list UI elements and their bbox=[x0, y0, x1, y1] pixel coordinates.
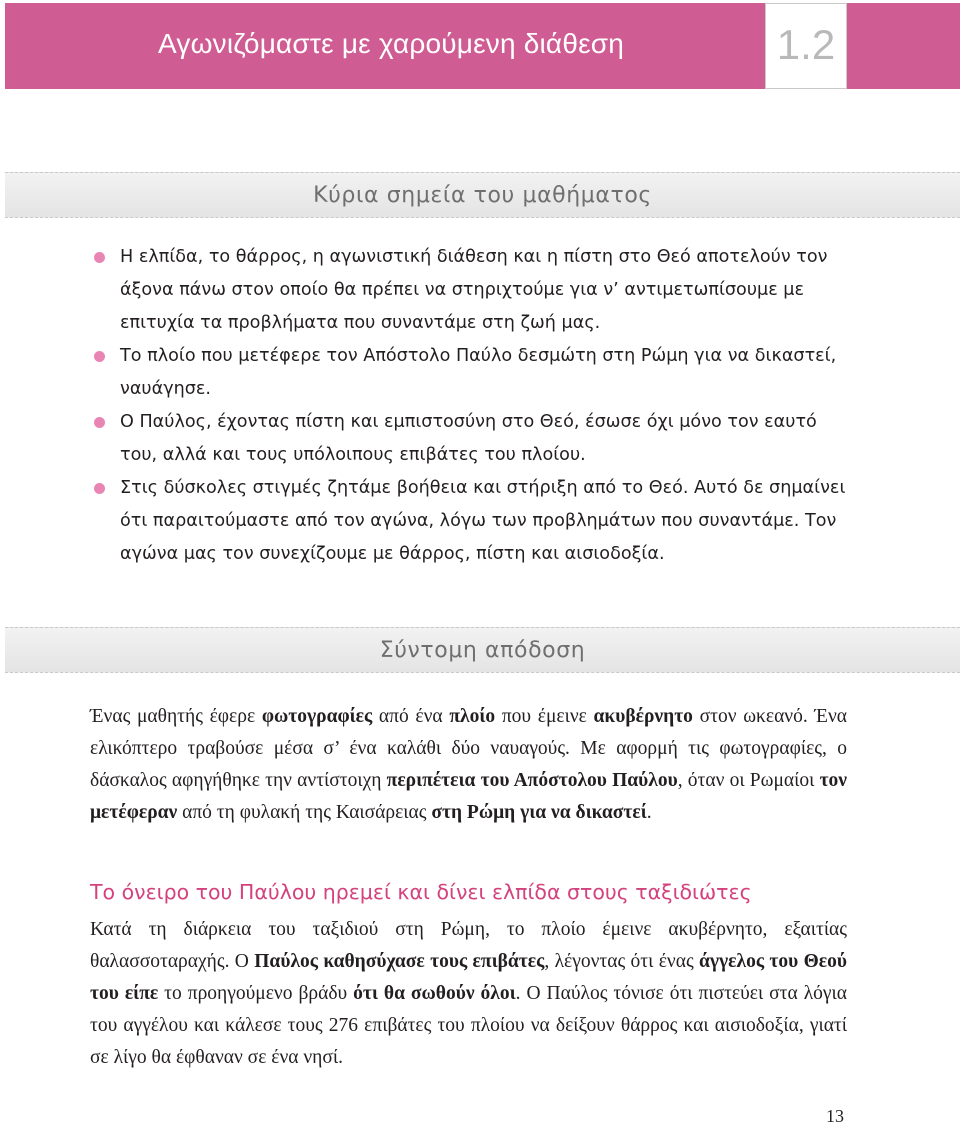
key-point-item bbox=[90, 406, 850, 472]
text-run: , λέγοντας ότι ένας bbox=[544, 951, 700, 972]
key-point-text: Η ελπίδα, το θάρρος, η αγωνιστική διάθεση και η πίστη στο Θεό αποτελούν τον άξονα πάνω στον οποίο θα πρέπει να στηριχτούμε για ν’ αντιμετωπίσουμε με επιτυχία τα προβλήματα που συναντάμε στη ζωή μας. bbox=[120, 247, 828, 333]
text-run: το προηγούμενο βράδυ bbox=[158, 983, 354, 1004]
key-point-text: Το πλοίο που μετέφερε τον Απόστολο Παύλο δεσμώτη στη Ρώμη για να δικαστεί, ναυάγησε. bbox=[120, 346, 837, 399]
text-run: . bbox=[646, 802, 652, 823]
bullet-dot-icon bbox=[94, 483, 105, 494]
bold-run: τον μετέφεραν bbox=[90, 770, 848, 823]
key-point-text: Στις δύσκολες στιγμές ζητάμε βοήθεια και στήριξη από το Θεό. Αυτό δε σημαίνει ότι παραιτούμαστε από τον αγώνα, λόγω των προβλημάτων που συναντάμε. Τον αγώνα μας τον συνεχίζουμε με θάρρος, πίστη και αισιοδοξία. bbox=[120, 478, 846, 564]
story-subheading: Το όνειρο του Παύλου ηρεμεί και δίνει ελπίδα στους ταξιδιώτες bbox=[90, 880, 752, 904]
bold-run: περιπέτεια του Απόστολου Παύλου bbox=[386, 770, 678, 791]
bold-run: άγγελος του Θεού του είπε bbox=[90, 951, 847, 1004]
text-run: από ένα bbox=[372, 706, 450, 727]
key-point-item bbox=[90, 340, 850, 406]
bullet-dot-icon bbox=[94, 417, 105, 428]
key-points-list bbox=[90, 241, 850, 571]
chapter-number: 1.2 bbox=[776, 21, 836, 68]
summary-band bbox=[5, 627, 960, 673]
summary-paragraph-2 bbox=[90, 914, 847, 1074]
summary-paragraph-1 bbox=[90, 701, 847, 829]
page-number: 13 bbox=[826, 1106, 844, 1126]
text-run: . Ο Παύλος τόνισε ότι πιστεύει στα λόγια του αγγέλου και κάλεσε τους 276 επιβάτες του πλοίου να δείξουν θάρρος και αισιοδοξία, γιατί σε λίγο θα έφθαναν σε ένα νησί. bbox=[90, 983, 847, 1068]
text-run: Κατά τη διάρκεια του ταξιδιού στη Ρώμη, το πλοίο έμεινε ακυβέρνητο, εξαιτίας θαλασσοταραχής. Ο bbox=[90, 919, 847, 972]
bold-run: ακυβέρνητο bbox=[593, 706, 693, 727]
key-point-item bbox=[90, 472, 850, 571]
text-run: από τη φυλακή της Καισάρειας bbox=[177, 802, 432, 823]
bold-run: φωτογραφίες bbox=[261, 706, 373, 727]
bold-run: ότι θα σωθούν όλοι bbox=[353, 983, 516, 1004]
key-point-text: Ο Παύλος, έχοντας πίστη και εμπιστοσύνη στο Θεό, έσωσε όχι μόνο τον εαυτό του, αλλά και τους υπόλοιπους επιβάτες του πλοίου. bbox=[120, 412, 817, 465]
chapter-number-box bbox=[765, 3, 847, 89]
text-run: Ένας μαθητής έφερε bbox=[90, 706, 262, 727]
text-run: , όταν οι Ρωμαίοι bbox=[677, 770, 820, 791]
bold-run: στη Ρώμη για να δικαστεί bbox=[431, 802, 647, 823]
key-point-item bbox=[90, 241, 850, 340]
bullet-dot-icon bbox=[94, 351, 105, 362]
bullet-dot-icon bbox=[94, 252, 105, 263]
text-run: που έμεινε bbox=[495, 706, 594, 727]
bold-run: πλοίο bbox=[449, 706, 496, 727]
key-points-band bbox=[5, 172, 960, 218]
bold-run: Παύλος καθησύχασε τους επιβάτες bbox=[254, 951, 545, 972]
text-run: στον ωκεανό. Ένα ελικόπτερο τραβούσε μέσα σ’ ένα καλάθι δύο ναυαγούς. Με αφορμή τις φωτογραφίες, ο δάσκαλος αφηγήθηκε την αντίστοιχη bbox=[90, 706, 847, 791]
chapter-title: Αγωνιζόμαστε με χαρούμενη διάθεση bbox=[158, 28, 625, 59]
summary-title: Σύντομη απόδοση bbox=[379, 638, 586, 663]
key-points-title: Κύρια σημεία του μαθήματος bbox=[313, 183, 652, 208]
